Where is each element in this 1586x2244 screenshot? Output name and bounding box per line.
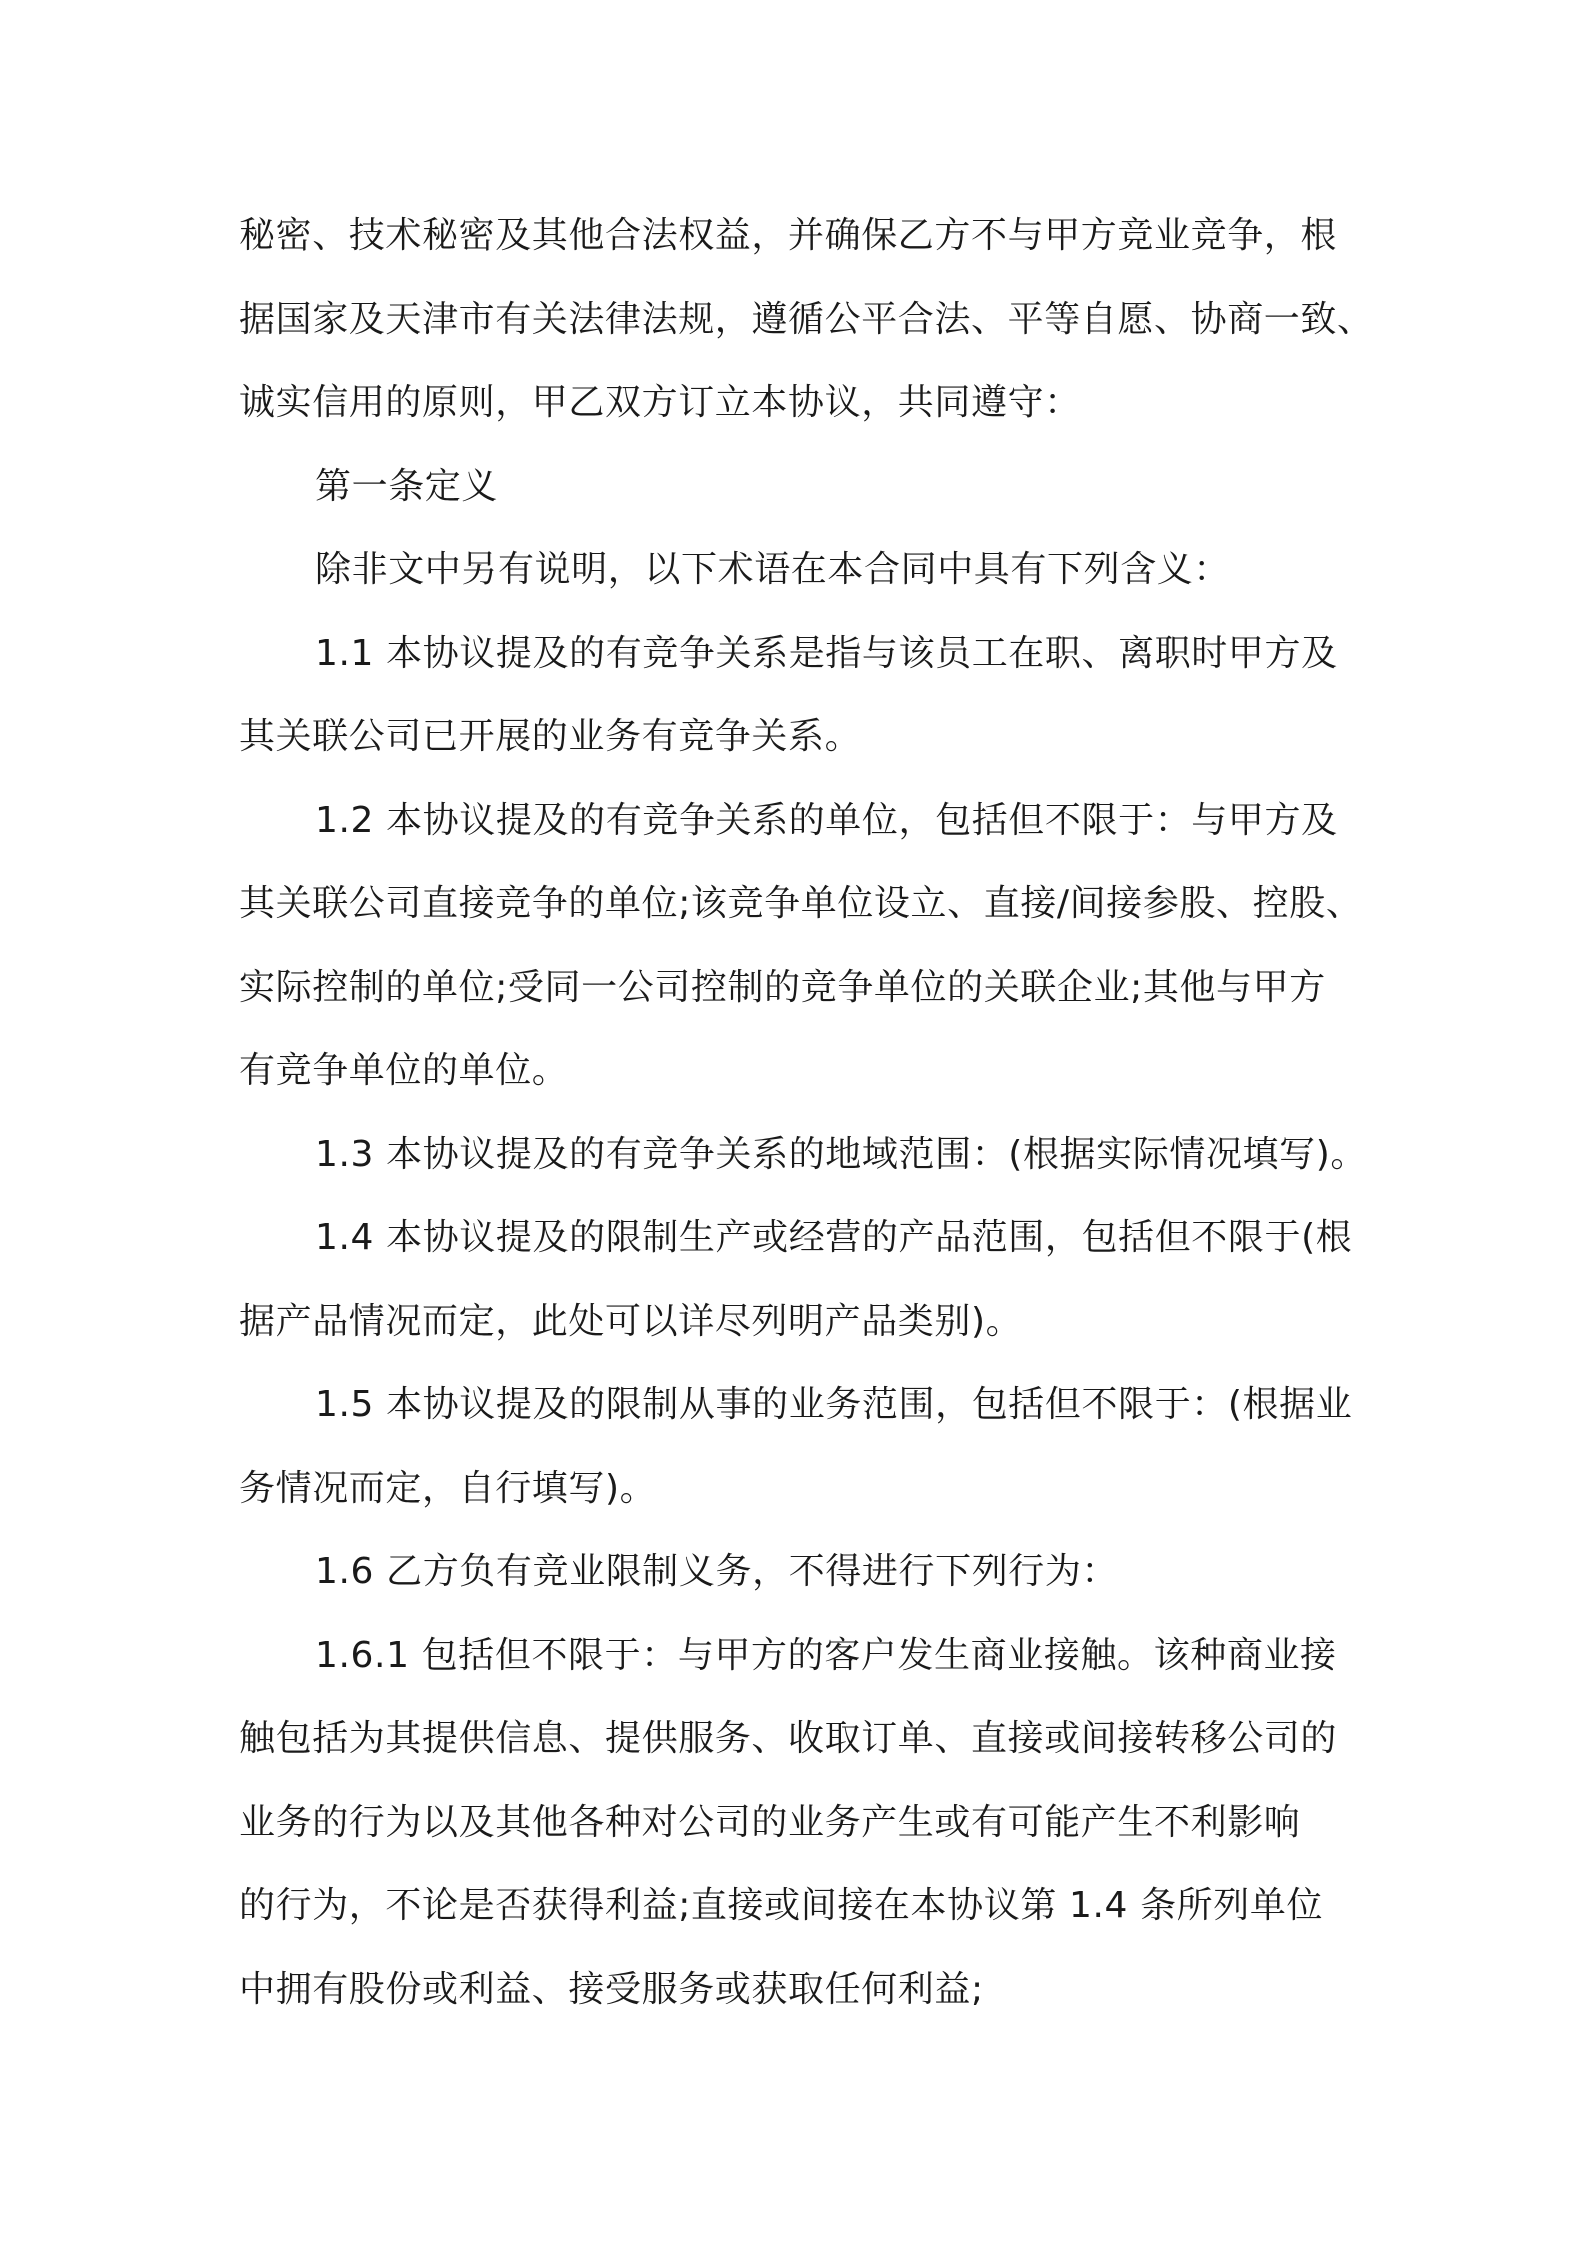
clause-1-2: 1.2 本协议提及的有竞争关系的单位，包括但不限于：与甲方及 xyxy=(315,799,1338,841)
section-heading: 第一条定义 xyxy=(315,465,499,507)
clause-1-4: 1.4 本协议提及的限制生产或经营的产品范围，包括但不限于(根 xyxy=(315,1217,1353,1258)
text-line: 务情况而定，自行填写)。 xyxy=(239,1467,657,1509)
text-line: 秘密、技术秘密及其他合法权益，并确保乙方不与甲方竞业竞争，根 xyxy=(239,215,1338,256)
text-line: 其关联公司直接竞争的单位;该竞争单位设立、直接/间接参股、控股、 xyxy=(239,883,1363,924)
text-line: 其关联公司已开展的业务有竞争关系。 xyxy=(239,716,862,757)
text-line: 中拥有股份或利益、接受服务或获取任何利益; xyxy=(239,1968,984,2010)
clause-1-1: 1.1 本协议提及的有竞争关系是指与该员工在职、离职时甲方及 xyxy=(315,632,1338,674)
clause-1-5: 1.5 本协议提及的限制从事的业务范围，包括但不限于：(根据业 xyxy=(315,1384,1353,1425)
text-line: 的行为，不论是否获得利益;直接或间接在本协议第 1.4 条所列单位 xyxy=(239,1885,1324,1926)
text-line: 实际控制的单位;受同一公司控制的竞争单位的关联企业;其他与甲方 xyxy=(239,966,1326,1008)
clause-1-3: 1.3 本协议提及的有竞争关系的地域范围：(根据实际情况填写)。 xyxy=(315,1133,1367,1175)
clause-1-6-1: 1.6.1 包括但不限于：与甲方的客户发生商业接触。该种商业接 xyxy=(315,1634,1337,1676)
text-line: 触包括为其提供信息、提供服务、收取订单、直接或间接转移公司的 xyxy=(239,1718,1338,1759)
document-body xyxy=(239,194,1374,2031)
text-line: 据国家及天津市有关法律法规，遵循公平合法、平等自愿、协商一致、 xyxy=(239,298,1374,340)
text-line: 据产品情况而定，此处可以详尽列明产品类别)。 xyxy=(239,1300,1023,1342)
text-line: 有竞争单位的单位。 xyxy=(239,1050,569,1091)
text-line: 诚实信用的原则，甲乙双方订立本协议，共同遵守： xyxy=(239,382,1081,423)
clause-1-6: 1.6 乙方负有竞业限制义务，不得进行下列行为： xyxy=(315,1551,1119,1592)
text-line: 业务的行为以及其他各种对公司的业务产生或有可能产生不利影响 xyxy=(239,1801,1301,1843)
paragraph-start: 除非文中另有说明，以下术语在本合同中具有下列含义： xyxy=(315,549,1231,590)
